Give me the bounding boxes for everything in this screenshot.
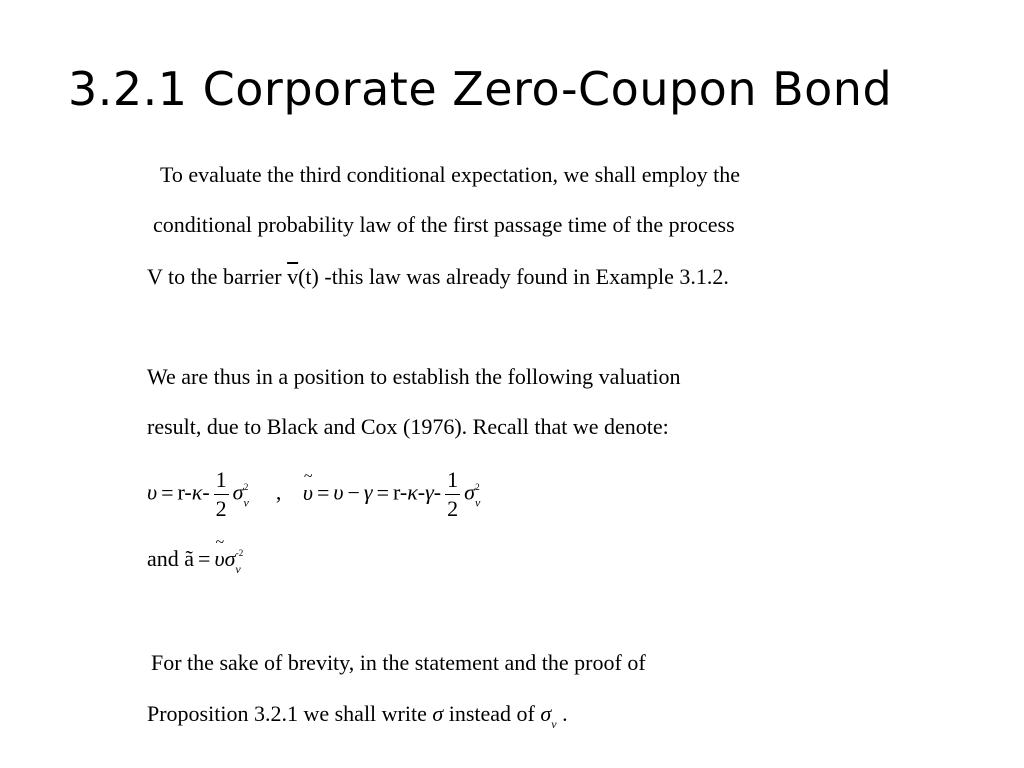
fraction-denominator-2: 2	[447, 496, 459, 521]
sigma-symbol: σ	[232, 479, 244, 505]
kappa-symbol-2: κ	[407, 479, 418, 505]
sigma-v-subscript: v	[551, 717, 557, 731]
sigma-subscript: v	[243, 495, 249, 510]
sigma-subscript-2: v	[474, 495, 481, 510]
sigma-subscript-3: v	[235, 562, 241, 576]
upsilon-tilde-symbol-2: ~ υ	[214, 548, 224, 570]
sigma-superscript-2: 2	[475, 481, 480, 492]
paragraph1-line3	[147, 264, 729, 290]
slide-title: 3.2.1 Corporate Zero-Coupon Bond	[68, 62, 893, 116]
paragraph3-line2-pre: Proposition 3.2.1 we shall write	[147, 701, 433, 726]
sigma-superscript: 2	[243, 481, 249, 492]
paragraph1-line1	[160, 162, 740, 188]
sigma-v-inline: σ	[540, 701, 552, 726]
fraction-numerator-2: 1	[445, 466, 460, 495]
paragraph1-line2	[153, 212, 735, 238]
paragraph2-line1-text: We are thus in a position to establish the following valuation	[147, 364, 681, 389]
equals-sign-3: =	[376, 479, 389, 505]
equals-sign: =	[161, 479, 174, 505]
equals-sign-2: =	[316, 479, 330, 505]
minus-sign: −	[347, 479, 360, 505]
paragraph3-line2-mid: instead of	[443, 701, 541, 726]
equals-sign-4: =	[198, 546, 211, 571]
paragraph3-line1	[151, 650, 646, 676]
one-half-fraction-2	[445, 466, 460, 523]
gamma-symbol-2: γ	[425, 479, 434, 505]
paragraph3-line2	[147, 701, 568, 731]
paragraph1-line3-post: (t) -this law was already found in Example 3.1.2.	[298, 264, 729, 289]
sigma-symbol-2: σ	[464, 479, 475, 505]
sigma-symbol-3: σ	[224, 546, 236, 571]
r-term: r-	[177, 479, 192, 505]
paragraph2-line2-text: result, due to Black and Cox (1976). Recall that we denote:	[147, 414, 669, 439]
one-half-fraction	[214, 466, 229, 523]
and-a-tilde: and ã	[147, 546, 195, 571]
barrier-v-bar: $\overline{v}$	[287, 264, 299, 289]
upsilon-symbol-2: υ	[333, 479, 344, 505]
kappa-symbol: κ	[191, 479, 203, 505]
paragraph3-line2-end: .	[556, 701, 568, 726]
gamma-symbol: γ	[363, 479, 373, 505]
fraction-denominator: 2	[215, 496, 227, 521]
dash-2: -	[417, 479, 426, 505]
upsilon-symbol: υ	[147, 479, 158, 505]
fraction-numerator: 1	[214, 466, 229, 495]
sigma-superscript-3: -2	[235, 548, 244, 558]
dash-3: -	[433, 479, 442, 505]
sigma-inline: σ	[432, 701, 444, 726]
equation-upsilon-definitions	[147, 466, 480, 523]
paragraph1-line2-text: conditional probability law of the first passage time of the process	[153, 212, 735, 237]
equation-a-tilde	[147, 548, 243, 575]
r-term-2: r-	[392, 479, 408, 505]
dash: -	[202, 479, 210, 505]
paragraph1-line3-pre: V to the barrier	[147, 264, 288, 289]
comma: ,	[275, 479, 282, 505]
paragraph2-line1	[147, 364, 680, 390]
paragraph3-line1-text: For the sake of brevity, in the statement and the proof of	[151, 650, 646, 675]
upsilon-tilde-symbol: ~ υ	[303, 482, 313, 504]
paragraph1-line1-text: To evaluate the third conditional expectation, we shall employ the	[160, 162, 741, 187]
paragraph2-line2	[147, 414, 669, 440]
